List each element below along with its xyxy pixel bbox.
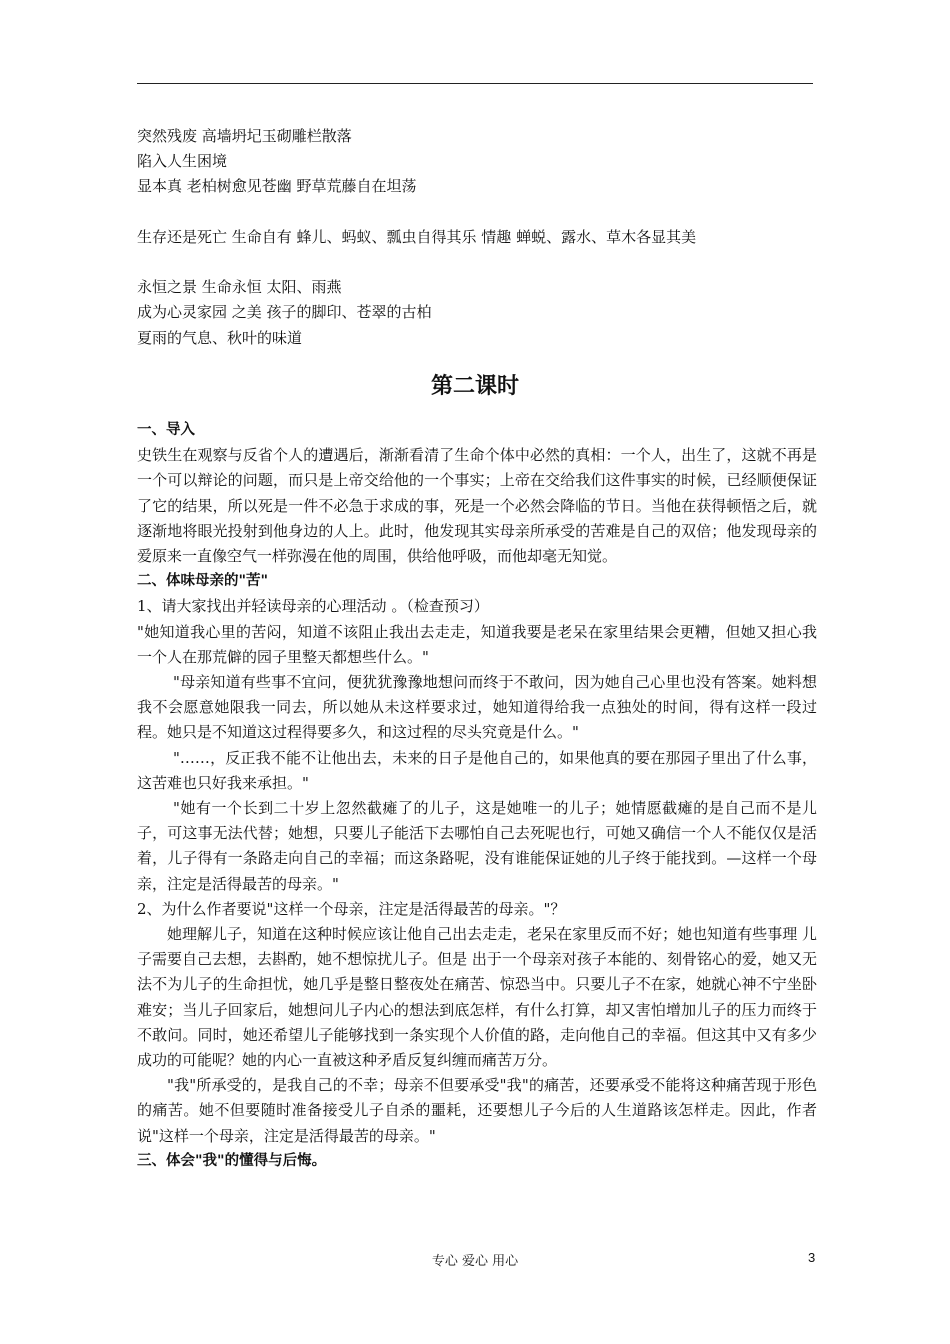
poem-spacer (137, 200, 817, 225)
quote-paragraph: "……，反正我不能不让他出去，未来的日子是他自己的，如果他真的要在那园子里出了什么事，这苦难也只好我来承担。" (137, 748, 817, 792)
quote-paragraph: "母亲知道有些事不宜问，便犹犹豫豫地想问而终于不敢问，因为她自己心里也没有答案。她料想我不会愿意她限我一同去，所以她从未这样要求过，她知道得给我一点独处的时间，得有这样一段过程。她只是不知道这过程得要多久，和这过程的尽头究竟是什么。" (137, 672, 817, 742)
section-heading: 三、体会"我"的懂得与后悔。 (137, 1152, 327, 1169)
header-rule (137, 83, 813, 84)
poem-outline (137, 124, 817, 351)
question-2: 2、为什么作者要说"这样一个母亲，注定是活得最苦的母亲。"？ (137, 899, 566, 918)
section-heading: 一、导入 (137, 422, 195, 438)
main-content (137, 418, 817, 1174)
lesson-title: 第二课时 (430, 374, 519, 399)
poem-line: 显本真 老柏树愈见苍幽 野草荒藤自在坦荡 (137, 177, 417, 196)
quote-paragraph: "她有一个长到二十岁上忽然截瘫了的儿子，这是她唯一的儿子；她情愿截瘫的是自己而不是儿子，可这事无法代替；她想，只要儿子能活下去哪怕自己去死呢也行，可她又确信一个人不能仅仅是活着，儿子得有一条路走向自己的幸福；而这条路呢，没有谁能保证她的儿子终于能找到。—这样一个母亲，注定是活得最苦的母亲。" (137, 799, 817, 893)
answer-paragraph: "我"所承受的，是我自己的不幸；母亲不但要承受"我"的痛苦，还要承受不能将这种痛苦现于形色的痛苦。她不但要随时准备接受儿子自杀的噩耗，还要想儿子今后的人生道路该怎样走。因此，作者说"这样一个母亲，注定是活得最苦的母亲。" (137, 1076, 817, 1145)
question-1: 1、请大家找出并轻读母亲的心理活动 。（检查预习） (137, 597, 489, 616)
footer-motto: 专心 爱心 用心 (431, 1254, 519, 1269)
intro-paragraph: 史铁生在观察与反省个人的遭遇后，渐渐看清了生命个体中必然的真相：一个人，出生了，这就不再是一个可以辩论的问题，而只是上帝交给他的一个事实；上帝在交给我们这件事实的时候，已经顺便保证了它的结果，所以死是一件不必急于求成的事，死是一个必然会降临的节日。当他在获得顿悟之后，就逐渐地将眼光投射到他身边的人上。此时，他发现其实母亲所承受的苦难是自己的双倍；他发现母亲的爱原来一直像空气一样弥漫在他的周围，供给他呼吸，而他却毫无知觉。 (137, 446, 817, 565)
poem-spacer (137, 250, 817, 275)
section-heading: 二、体味母亲的"苦" (137, 573, 269, 590)
poem-line: 陷入人生困境 (137, 152, 228, 171)
poem-line: 生存还是死亡 生命自有 蜂儿、蚂蚁、瓢虫自得其乐 情趣 蝉蜕、露水、草木各显其美 (137, 227, 697, 246)
poem-line: 夏雨的气息、秋叶的味道 (137, 328, 303, 347)
poem-line: 成为心灵家园 之美 孩子的脚印、苍翠的古柏 (137, 303, 432, 322)
poem-line: 突然残废 高墙坍圮玉砌雕栏散落 (137, 127, 352, 145)
answer-paragraph: 她理解儿子，知道在这种时候应该让他自己出去走走，老呆在家里反而不好；她也知道有些事理 儿子需要自己去想，去斟酌，她不想惊扰儿子。但是 出于一个母亲对孩子本能的、刻骨铭心的爱，她又无法不为儿子的生命担忧，她几乎是整日整夜处在痛苦、惊恐当中。只要儿子不在家，她就心神不宁坐卧难安；当儿子回家后，她想问儿子内心的想法到底怎样，有什么打算，却又害怕增加儿子的压力而终于不敢问。同时，她还希望儿子能够找到一条实现个人价值的路，走向他自己的幸福。但这其中又有多少成功的可能呢？她的内心一直被这种矛盾反复纠缠而痛苦万分。 (137, 925, 817, 1070)
page-number: 3 (808, 1250, 816, 1265)
poem-line: 永恒之景 生命永恒 太阳、雨燕 (137, 278, 342, 297)
quote-paragraph: "她知道我心里的苦闷，知道不该阻止我出去走走，知道我要是老呆在家里结果会更糟，但她又担心我一个人在那荒僻的园子里整天都想些什么。" (137, 622, 817, 666)
